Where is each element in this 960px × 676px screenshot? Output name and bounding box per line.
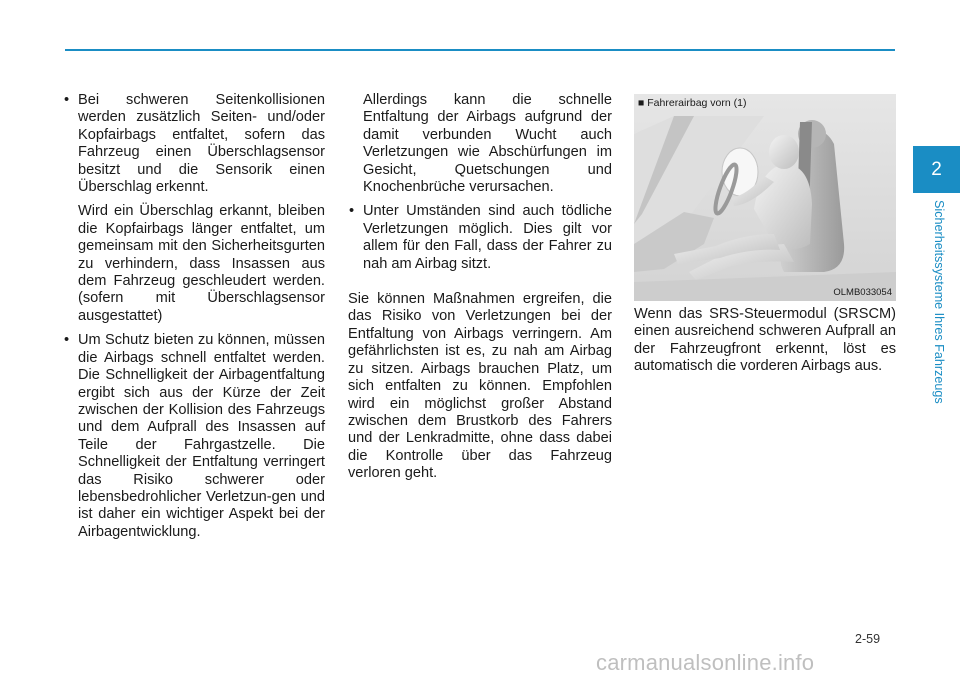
text-column-left <box>63 92 325 541</box>
figure-caption: ■ Fahrerairbag vorn (1) <box>638 97 747 109</box>
driver-airbag-drawing <box>634 94 896 301</box>
bullet-deployment-speed: • Um Schutz bieten zu können, müssen die Airbags schnell entfaltet werden. Die Schnelligkeit der Airbagentfaltung ergibt sich aus der Kürze der Zeit zwischen der Kollision des Fahrzeugs und dem Aufprall des Insassen auf Teile der Fahrgastzelle. Die Schnelligkeit der Entfaltung verringert das Risiko schwerer oder lebensbedrohlicher Verletzun-gen und ist daher ein wichtiger Aspekt bei der Airbagentwicklung. <box>63 332 325 541</box>
bullet-side-collision: • Bei schweren Seitenkollisionen werden zusätzlich Seiten- und/oder Kopfairbags entfaltet, sofern das Fahrzeug einen Überschlagsensor besitzt und die Sensorik einen Überschlag erkennt. <box>63 92 325 196</box>
page-number: 2-59 <box>855 632 881 646</box>
header-rule <box>65 49 895 51</box>
text-column-right <box>634 306 896 376</box>
watermark: carmanualsonline.info <box>596 650 815 675</box>
text-column-middle <box>348 92 612 483</box>
bullet-fatal-injuries: • Unter Umständen sind auch tödliche Verletzungen möglich. Dies gilt vor allem für den Fall, dass der Fahrer zu nah am Airbag sitzt. <box>348 203 612 273</box>
paragraph-rollover: Wird ein Überschlag erkannt, bleiben die Kopfairbags länger entfaltet, um gemeinsam mit den Sicherheitsgurten zu verhindern, dass Insassen aus dem Fahrzeug geschleudert werden. (sofern mit Überschlagsensor ausgestattet) <box>78 203 325 324</box>
paragraph-measures: Sie können Maßnahmen ergreifen, die das Risiko von Verletzungen bei der Entfaltung von Airbags verringern. Am gefährlichsten ist es, zu nah am Airbag zu sitzen. Airbags brauchen Platz, um sich entfalten zu können. Empfohlen wird ein möglichst großer Abstand zwischen dem Brustkorb des Fahrers und der Lenkradmitte, ohne dass dabei die Kontrolle über das Fahrzeug verloren geht. <box>348 291 612 482</box>
airbag-illustration <box>634 94 896 301</box>
figure-code: OLMB033054 <box>833 287 892 298</box>
paragraph-injuries: Allerdings kann die schnelle Entfaltung der Airbags aufgrund der damit verbunden Wucht auch Verletzungen wie Abschürfungen im Gesicht, Quetschungen und Knochenbrüche verursachen. <box>363 92 612 196</box>
chapter-side-title: Sicherheitssysteme Ihres Fahrzeugs <box>932 200 946 404</box>
chapter-number-tab: 2 <box>913 146 960 193</box>
paragraph-srscm: Wenn das SRS-Steuermodul (SRSCM) einen ausreichend schweren Aufprall an der Fahrzeugfront erkennt, löst es automatisch die vorderen Airbags aus. <box>634 306 896 375</box>
